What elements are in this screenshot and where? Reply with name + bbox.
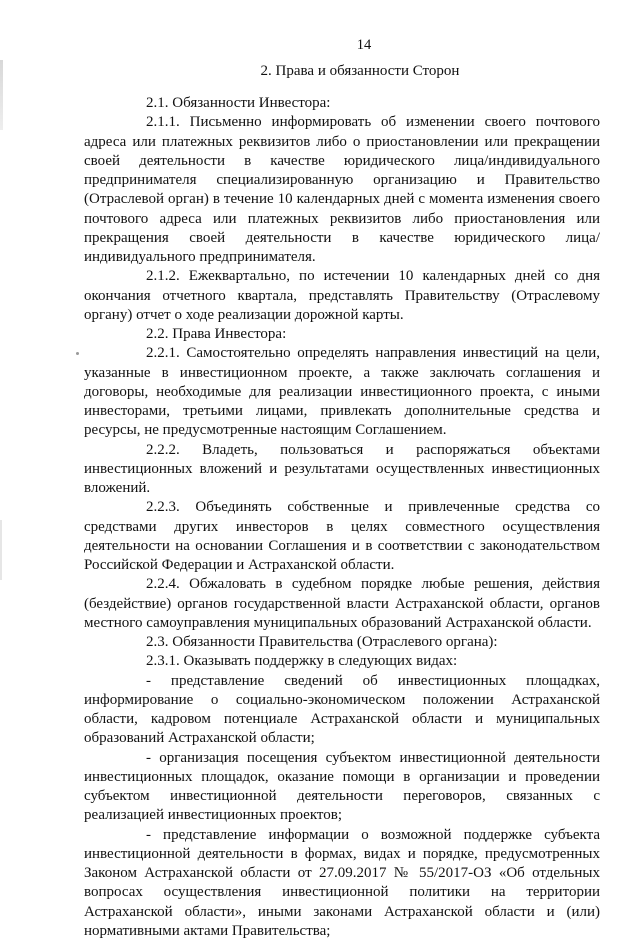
paragraph: 2.1. Обязанности Инвестора: [84, 94, 600, 113]
paragraph: 2.1.2. Ежеквартально, по истечении 10 календарных дней со дня окончания отчетного квартала, представлять Правительству (Отраслевому органу) отчет о ходе реализации дорожной карты. [84, 267, 600, 325]
paragraph: 2.3.1. Оказывать поддержку в следующих видах: [84, 652, 600, 671]
paragraph: - представление сведений об инвестиционных площадках, информирование о социально-экономическом положении Астраханской области, кадровом потенциале Астраханской области и муниципальных образований Астраханской области; [84, 672, 600, 749]
paragraph: - организация посещения субъектом инвестиционной деятельности инвестиционных площадок, оказание помощи в организации и проведении субъектом инвестиционной деятельности переговоров, связанных с реализацией инвестиционных проектов; [84, 749, 600, 826]
paragraph: 2.2. Права Инвестора: [84, 325, 600, 344]
paragraph: 2.1.1. Письменно информировать об изменении своего почтового адреса или платежных реквизитов либо о приостановлении или прекращении своей деятельности в качестве юридического лица/индивидуального предпринимателя специализированную организацию и Правительство (Отраслевой орган) в течение 10 календарных дней с момента изменения своего почтового адреса или платежных реквизитов либо приостановления или прекращения своей деятельности в качестве юридического лица/индивидуального предпринимателя. [84, 113, 600, 267]
paragraph: - представление информации о возможной поддержке субъекта инвестиционной деятельности в формах, видах и порядке, предусмотренных Законом Астраханской области от 27.09.2017 № 55/2017-ОЗ «Об отдельных вопросах осуществления инвестиционной политики на территории Астраханской области», иными законами Астраханской области и (или) нормативными актами Правительства; [84, 826, 600, 941]
paragraph: 2.2.2. Владеть, пользоваться и распоряжаться объектами инвестиционных вложений и результатами осуществленных инвестиционных вложений. [84, 441, 600, 499]
page-number: 14 [0, 36, 640, 54]
paragraph: 2.3. Обязанности Правительства (Отраслевого органа): [84, 633, 600, 652]
document-body [84, 94, 600, 941]
paragraph: 2.2.3. Объединять собственные и привлеченные средства со средствами других инвесторов в целях совместного осуществления деятельности на основании Соглашения и в соответствии с законодательством Российской Федерации и Астраханской области. [84, 498, 600, 575]
paragraph: 2.2.1. Самостоятельно определять направления инвестиций на цели, указанные в инвестиционном проекте, а также заключать соглашения и договоры, необходимые для реализации инвестиционного проекта, с иными инвесторами, третьими лицами, привлекать дополнительные средства и ресурсы, не предусмотренные настоящим Соглашением. [84, 344, 600, 440]
paragraph: 2.2.4. Обжаловать в судебном порядке любые решения, действия (бездействие) органов государственной власти Астраханской области, органов местного самоуправления муниципальных образований Астраханской области. [84, 575, 600, 633]
scan-edge-mark [0, 520, 2, 580]
section-title: 2. Права и обязанности Сторон [0, 62, 640, 81]
scan-speck [76, 352, 79, 355]
